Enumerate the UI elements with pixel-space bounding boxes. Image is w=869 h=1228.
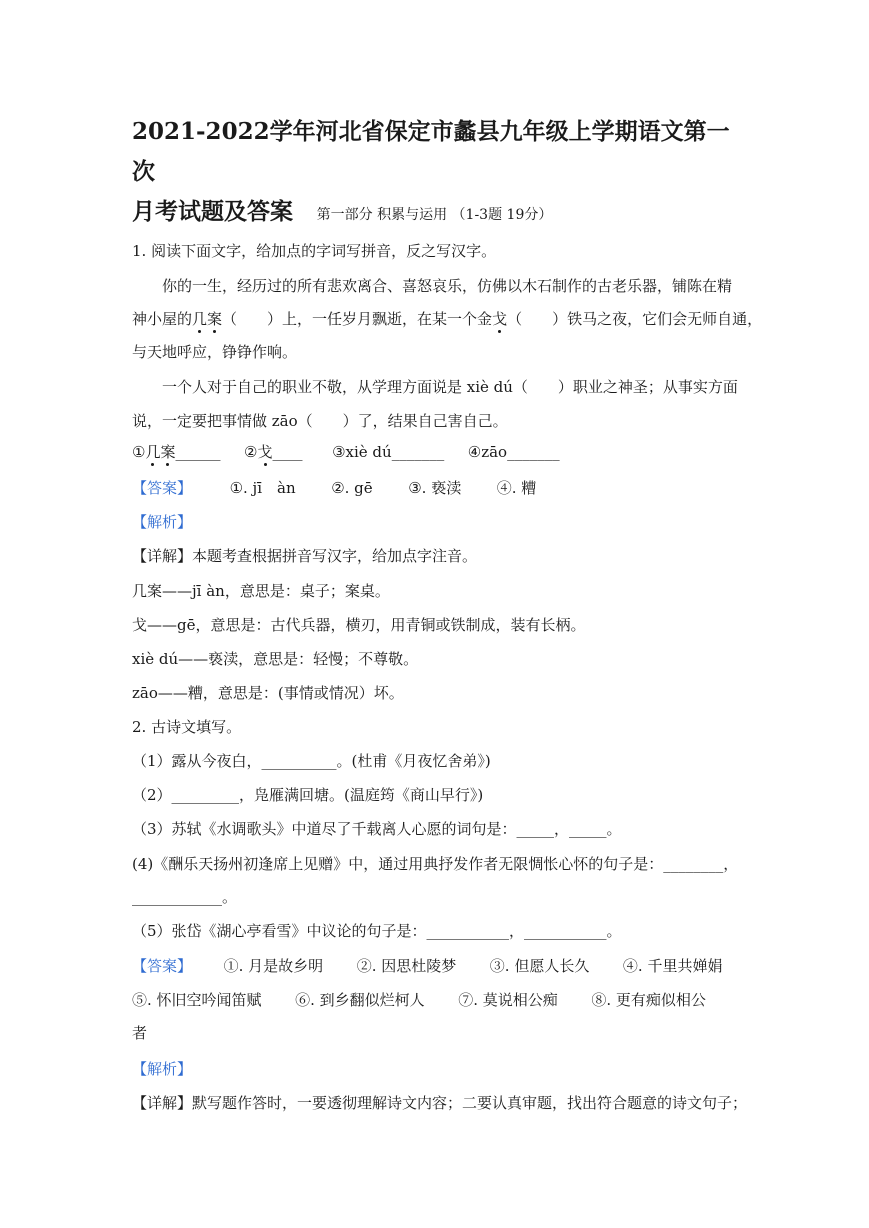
detail-text: 本题考查根据拼音写汉字，给加点字注音。 xyxy=(192,547,478,565)
q1-passage-2-line-1: 一个人对于自己的职业不敬，从学理方面说是 xiè dú（ ）职业之神圣；从事实方面 xyxy=(162,378,738,396)
blank-3: ③xiè dú_______ xyxy=(332,443,445,461)
dotted-char: 戈 xyxy=(257,443,273,461)
q1-explain-3: xiè dú——亵渎，意思是：轻慢；不尊敬。 xyxy=(132,650,419,668)
blank-line: ____ xyxy=(272,443,303,461)
q1-passage-1-line-1: 你的一生，经历过的所有悲欢离合、喜怒哀乐，仿佛以木石制作的古老乐器，铺陈在精 xyxy=(162,277,733,295)
dotted-char: 几 xyxy=(192,310,208,328)
q1-explain-4: zāo——糟，意思是：(事情或情况）坏。 xyxy=(132,684,404,702)
answer-item: ③. 亵渎 xyxy=(408,479,462,497)
q1-answer xyxy=(132,477,536,498)
dotted-char: 案 xyxy=(207,310,223,328)
dotted-char: 戈 xyxy=(492,310,508,328)
q1-text: （ ）上，一任岁月飘逝，在某一个金 xyxy=(222,310,493,328)
q2-sub-2: （2）_________，凫雁满回塘。(温庭筠《商山早行》) xyxy=(132,786,484,804)
q2-analysis-tag: 【解析】 xyxy=(132,1060,193,1078)
title-line-1: 2021-2022学年河北省保定市蠡县九年级上学期语文第一次 xyxy=(132,118,730,185)
answer-item: ⑤. 怀旧空吟闻笛赋 xyxy=(132,991,262,1009)
q2-sub-4-line-1: (4)《酬乐天扬州初逢席上见赠》中，通过用典抒发作者无限惆怅心怀的句子是：________， xyxy=(132,855,739,873)
answer-item: ②. 因思杜陵梦 xyxy=(356,957,457,975)
answer-tag: 【答案】 xyxy=(132,957,193,975)
detail-text: 默写题作答时，一要透彻理解诗文内容；二要认真审题，找出符合题意的诗文句子； xyxy=(192,1094,748,1112)
title-line-2: 月考试题及答案 xyxy=(132,198,293,225)
section-header: 第一部分 积累与运用 （1-3题 19分） xyxy=(316,207,553,223)
q2-sub-3: （3）苏轼《水调歌头》中道尽了千载离人心愿的词句是：_____，_____。 xyxy=(132,820,622,838)
q2-stem: 2. 古诗文填写。 xyxy=(132,718,242,736)
q1-text: 神小屋的 xyxy=(132,310,193,328)
q2-answer-line-2 xyxy=(132,989,706,1010)
q2-sub-4-line-2: ____________。 xyxy=(132,888,238,906)
q1-detail xyxy=(132,545,477,566)
detail-tag: 【详解】 xyxy=(132,547,193,565)
detail-tag: 【详解】 xyxy=(132,1094,193,1112)
dotted-char: 几 xyxy=(145,443,161,461)
q1-analysis-tag: 【解析】 xyxy=(132,513,193,531)
q1-stem: 1. 阅读下面文字，给加点的字词写拼音，反之写汉字。 xyxy=(132,242,497,260)
answer-item: ④. 糟 xyxy=(496,479,537,497)
blank-label: ① xyxy=(132,443,146,461)
q2-sub-5: （5）张岱《湖心亭看雪》中议论的句子是：___________，___________。 xyxy=(132,922,622,940)
q2-answer-line-1 xyxy=(132,955,722,976)
q1-passage-1-line-3: 与天地呼应，铮铮作响。 xyxy=(132,343,298,361)
q1-passage-1-line-2 xyxy=(132,308,762,329)
answer-item: ①. 月是故乡明 xyxy=(223,957,324,975)
answer-item: ⑦. 莫说相公痴 xyxy=(458,991,558,1009)
answer-item: ③. 但愿人长久 xyxy=(489,957,590,975)
answer-item: ②. gē xyxy=(331,479,373,497)
q1-explain-1: 几案——jī àn，意思是：桌子；案桌。 xyxy=(132,582,390,600)
blank-label: ② xyxy=(244,443,258,461)
blank-4: ④zāo_______ xyxy=(467,443,560,461)
answer-item: ⑥. 到乡翻似烂柯人 xyxy=(295,991,425,1009)
q2-sub-1: （1）露从今夜白，__________。(杜甫《月夜忆舍弟》) xyxy=(132,752,491,770)
answer-item: ①. jī àn xyxy=(229,479,296,497)
q2-answer-line-3: 者 xyxy=(132,1024,148,1042)
q1-blanks xyxy=(132,441,560,462)
q1-explain-2: 戈——gē，意思是：古代兵器，横刃，用青铜或铁制成，装有长柄。 xyxy=(132,616,586,634)
blank-line: ______ xyxy=(175,443,221,461)
dotted-char: 案 xyxy=(160,443,176,461)
answer-tag: 【答案】 xyxy=(132,479,193,497)
answer-item: ⑧. 更有痴似相公 xyxy=(591,991,706,1009)
q2-detail xyxy=(132,1092,747,1113)
q1-text: （ ）铁马之夜，它们会无师自通， xyxy=(507,310,763,328)
q1-passage-2-line-2: 说，一定要把事情做 zāo（ ）了，结果自己害自己。 xyxy=(132,412,508,430)
answer-item: ④. 千里共婵娟 xyxy=(622,957,723,975)
